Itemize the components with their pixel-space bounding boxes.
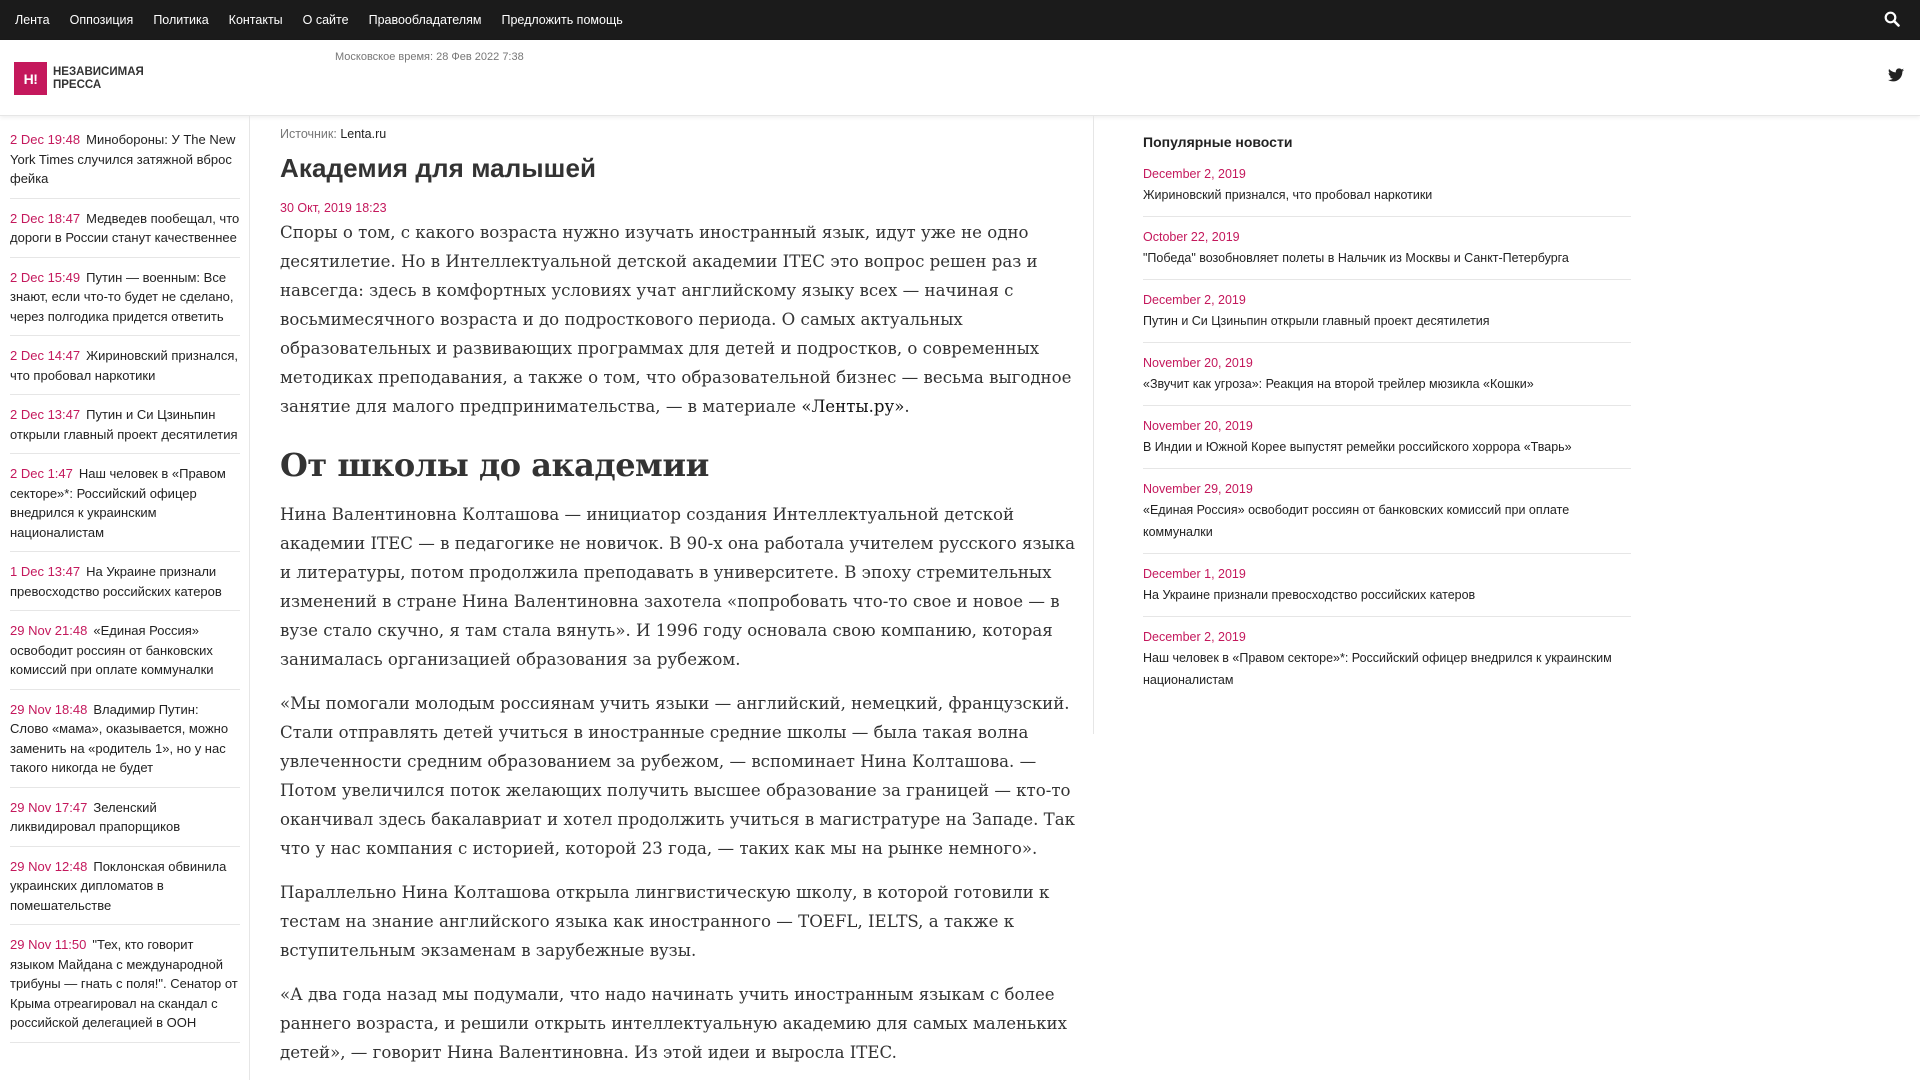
feed-item[interactable]	[10, 621, 240, 690]
popular-item[interactable]	[1143, 628, 1631, 701]
popular-item[interactable]	[1143, 417, 1631, 469]
search-icon[interactable]	[1884, 11, 1902, 29]
popular-news	[1143, 116, 1631, 712]
popular-item-title[interactable]: Наш человек в «Правом секторе»*: Российский офицер внедрился к украинским националистам	[1143, 651, 1612, 687]
article-paragraph: Параллельно Нина Колташова открыла лингвистическую школу, в которой готовили к тестам на знание английского языка как иностранного — TOEFL, IELTS, а также к вступительным экзаменам в зарубежные вузы.	[280, 883, 1050, 960]
feed-item-title: Поклонская обвинила украинских дипломатов в помешательстве	[10, 858, 227, 913]
lead-end: .	[904, 397, 910, 416]
popular-item-date: December 2, 2019	[1143, 630, 1246, 644]
popular-item-title[interactable]: Жириновский признался, что пробовал наркотики	[1143, 188, 1433, 202]
nav-item-contacts[interactable]: Контакты	[228, 13, 283, 27]
popular-item-date: October 22, 2019	[1143, 230, 1240, 244]
nav-item-offer-help[interactable]: Предложить помощь	[501, 13, 623, 27]
logo-line-1: НЕЗАВИСИМАЯ	[53, 65, 144, 78]
popular-item-date: December 1, 2019	[1143, 567, 1246, 581]
popular-item-date: December 2, 2019	[1143, 167, 1246, 181]
article-date: 30 Окт, 2019 18:23	[280, 201, 387, 215]
popular-item-title[interactable]: «Звучит как угроза»: Реакция на второй трейлер мюзикла «Кошки»	[1143, 377, 1534, 391]
popular-item[interactable]	[1143, 565, 1631, 617]
feed-item[interactable]	[10, 798, 240, 847]
logo-line-2: ПРЕССА	[53, 78, 102, 91]
popular-item[interactable]	[1143, 228, 1631, 280]
feed-item[interactable]	[10, 405, 240, 454]
nav-item-politics[interactable]: Политика	[153, 13, 209, 27]
feed-item-title: «Единая Россия» освободит россиян от банковских комиссий при оплате коммуналки	[10, 623, 214, 677]
feed-item-time: 29 Nov 17:47	[10, 799, 88, 815]
top-navigation	[0, 0, 1920, 40]
feed-item-title: Зеленский ликвидировал прапорщиков	[10, 799, 181, 834]
article-paragraph: Нина Валентиновна Колташова — инициатор создания Интеллектуальной детской академии ITEC — в педагогике не новичок. В 90-х она работала учителем русского языка и литературы, потом продолжила преподавать в университете. В эпоху стремительных изменений в стране Нина Валентиновна захотела «попробовать что-то свое и новое — в вузе стало скучно, я там стала вянуть». И 1996 году основала свою компанию, которая занималась организацией образования за рубежом.	[280, 505, 1076, 669]
popular-item-title[interactable]: Путин и Си Цзиньпин открыли главный проект десятилетия	[1143, 314, 1490, 328]
feed-item-time: 2 Dec 1:47	[10, 466, 73, 481]
popular-item-date: November 20, 2019	[1143, 356, 1253, 370]
feed-item[interactable]	[10, 935, 240, 1043]
feed-item-title: Жириновский признался, что пробовал наркотики	[10, 348, 238, 383]
article-subhead: От школы до академии	[280, 446, 709, 484]
popular-item[interactable]	[1143, 354, 1631, 406]
lead-text: Споры о том, с какого возраста нужно изучать иностранный язык, идут уже не одно десятилетие. Но в Интеллектуальной детской академии ITEC это вопрос решен раз и навсегда: здесь в комфортных условиях учат английскому языку всех — начиная с восьмимесячного возраста и до подросткового периода. О самых актуальных образовательных и развивающих программах для детей и подростков, о современных методиках преподавания, а также о том, что образовательной бизнес — весьма выгодное занятие для малого предпринимательства, — в материале	[280, 223, 1072, 416]
popular-item-title[interactable]: "Победа" возобновляет полеты в Нальчик из Москвы и Санкт-Петербурга	[1143, 251, 1569, 265]
feed-item[interactable]	[10, 346, 240, 395]
site-logo[interactable]	[14, 62, 144, 95]
feed-item-time: 29 Nov 11:50	[10, 937, 87, 952]
feed-item-time: 2 Dec 15:49	[10, 269, 81, 285]
feed-item[interactable]	[10, 130, 240, 199]
feed-item-title: Путин — военным: Все знают, если что-то будет не сделано, через полгодика придется ответить	[10, 269, 234, 324]
popular-item[interactable]	[1143, 480, 1631, 554]
feed-item-time: 1 Dec 13:47	[10, 564, 81, 579]
article	[280, 116, 1080, 1080]
feed-item-title: Наш человек в «Правом секторе»*: Российский офицер внедрился к украинским националистам	[10, 466, 226, 540]
article-source	[280, 127, 1080, 141]
popular-item-date: December 2, 2019	[1143, 293, 1246, 307]
source-label: Источник:	[280, 127, 337, 141]
popular-item-date: November 20, 2019	[1143, 419, 1253, 433]
article-body	[280, 218, 1080, 1067]
article-paragraph: «А два года назад мы подумали, что надо начинать учить иностранным языкам с более раннего возраста, и решили открыть интеллектуальную академию для самых маленьких детей», — говорит Нина Валентиновна. Из этой идеи и выросла ITEC.	[280, 985, 1067, 1062]
column-divider	[1093, 116, 1094, 734]
feed-item[interactable]	[10, 857, 240, 926]
moscow-time: Московское время: 28 Фев 2022 7:38	[335, 51, 524, 63]
article-lead	[280, 218, 1080, 421]
feed-item-time: 2 Dec 18:47	[10, 210, 81, 226]
feed-item-time: 29 Nov 18:48	[10, 701, 88, 717]
feed-item-time: 29 Nov 21:48	[10, 623, 88, 638]
nav-item-about[interactable]: О сайте	[302, 13, 349, 27]
feed-item[interactable]	[10, 268, 240, 337]
feed-item-title: Владимир Путин: Слово «мама», оказывается, можно заменить на «родитель 1», но у нас такого никогда не будет	[10, 701, 229, 775]
popular-item-title[interactable]: На Украине признали превосходство российских катеров	[1143, 588, 1476, 602]
feed-item-time: 2 Dec 19:48	[10, 132, 81, 147]
popular-item[interactable]	[1143, 165, 1631, 217]
feed-item-time: 2 Dec 14:47	[10, 348, 81, 363]
nav-item-copyright[interactable]: Правообладателям	[368, 13, 482, 27]
popular-item-title[interactable]: В Индии и Южной Корее выпустят ремейки российского хоррора «Тварь»	[1143, 440, 1572, 454]
feed-item-title: Медведев пообещал, что дороги в России станут качественнее	[10, 210, 240, 245]
logo-mark: Н!	[14, 62, 47, 95]
news-feed	[0, 116, 250, 1080]
article-paragraph: «Мы помогали молодым россиянам учить языки — английский, немецкий, французский. Стали отправлять детей учиться в иностранные средние школы — была такая волна увлеченности средним образованием за рубежом, — вспоминает Нина Колташова. — Потом увеличился поток желающих получить высшее образование за границей — кто-то оканчивал здесь бакалавриат и хотел продолжить учиться в магистратуре на Западе. Так что у нас компания с историей, которой 23 года, — таких как мы на рынке немного».	[280, 694, 1075, 858]
feed-item[interactable]	[10, 562, 240, 611]
nav-item-opposition[interactable]: Оппозиция	[69, 13, 134, 27]
feed-item[interactable]	[10, 700, 240, 788]
feed-item-title: "Тех, кто говорит языком Майдана с международной трибуны — гнать с поля!". Сенатор от Крыма отреагировал на скандал с российской делегацией в ООН	[10, 937, 238, 1030]
source-link[interactable]: Lenta.ru	[340, 127, 387, 141]
site-header	[0, 40, 1920, 116]
feed-item[interactable]	[10, 464, 240, 552]
popular-item-title[interactable]: «Единая Россия» освободит россиян от банковских комиссий при оплате коммуналки	[1143, 503, 1570, 539]
twitter-icon[interactable]	[1888, 68, 1904, 84]
article-title: Академия для малышей	[280, 153, 597, 183]
feed-item-title: Минобороны: У The New York Times случился затяжной вброс фейка	[10, 132, 236, 186]
popular-item-date: November 29, 2019	[1143, 482, 1253, 496]
feed-item-title: Путин и Си Цзиньпин открыли главный проект десятилетия	[10, 407, 238, 442]
logo-text	[53, 66, 144, 92]
nav-menu	[0, 13, 643, 27]
popular-item[interactable]	[1143, 291, 1631, 343]
feed-item-time: 29 Nov 12:48	[10, 858, 88, 874]
feed-item-title: На Украине признали превосходство российских катеров	[10, 564, 222, 599]
feed-item-time: 2 Dec 13:47	[10, 407, 81, 422]
popular-news-title: Популярные новости	[1143, 134, 1293, 150]
nav-item-feed[interactable]: Лента	[15, 13, 50, 27]
feed-item[interactable]	[10, 209, 240, 258]
lenta-link[interactable]: «Ленты.ру»	[801, 397, 905, 416]
